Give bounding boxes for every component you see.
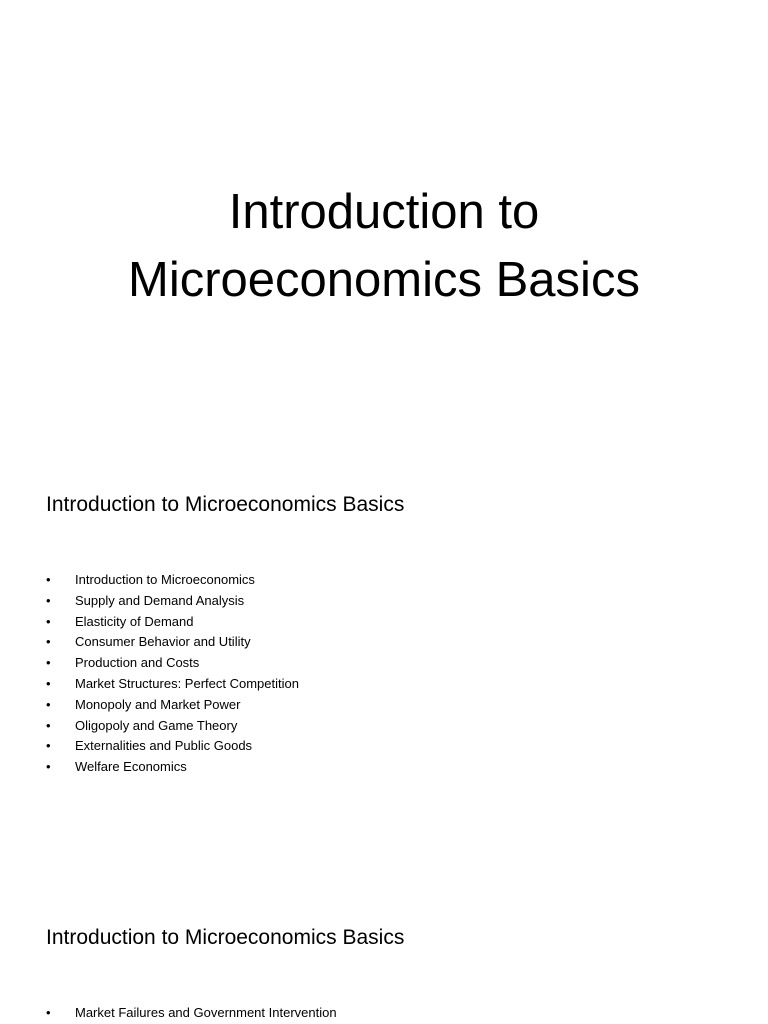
slide-topics-list: [0, 432, 768, 864]
list-item-text: Market Failures and Government Intervention: [75, 1005, 337, 1020]
slide-heading: Introduction to Microeconomics Basics: [46, 493, 405, 516]
list-item-text: Production and Costs: [75, 655, 200, 671]
list-item-text: Consumer Behavior and Utility: [75, 634, 251, 650]
list-item-text: Supply and Demand Analysis: [75, 592, 245, 608]
title-slide: [0, 0, 768, 432]
list-item-text: Welfare Economics: [75, 759, 187, 775]
page-title: [60, 178, 708, 314]
slide-heading: Introduction to Microeconomics Basics: [46, 926, 405, 949]
bullet-icon: •: [46, 613, 51, 629]
slide-topics-list-continued: [0, 864, 768, 1024]
list-item-text: Introduction to Microeconomics: [75, 572, 255, 587]
bullet-icon: •: [46, 675, 51, 691]
bullet-icon: •: [46, 759, 51, 775]
list-item-text: Elasticity of Demand: [75, 613, 194, 629]
bullet-icon: •: [46, 634, 51, 650]
title-line-2: Microeconomics Basics: [128, 253, 640, 307]
bullet-icon: •: [46, 696, 51, 712]
list-item-text: Market Structures: Perfect Competition: [75, 675, 299, 691]
list-item-text: Monopoly and Market Power: [75, 696, 241, 712]
list-item-text: Oligopoly and Game Theory: [75, 717, 238, 733]
title-line-1: Introduction to: [228, 185, 540, 239]
bullet-icon: •: [46, 572, 51, 587]
bullet-icon: •: [46, 655, 51, 671]
bullet-icon: •: [46, 717, 51, 733]
list-item-text: Externalities and Public Goods: [75, 738, 253, 754]
bullet-icon: •: [46, 1005, 51, 1020]
bullet-icon: •: [46, 592, 51, 608]
bullet-icon: •: [46, 738, 51, 754]
